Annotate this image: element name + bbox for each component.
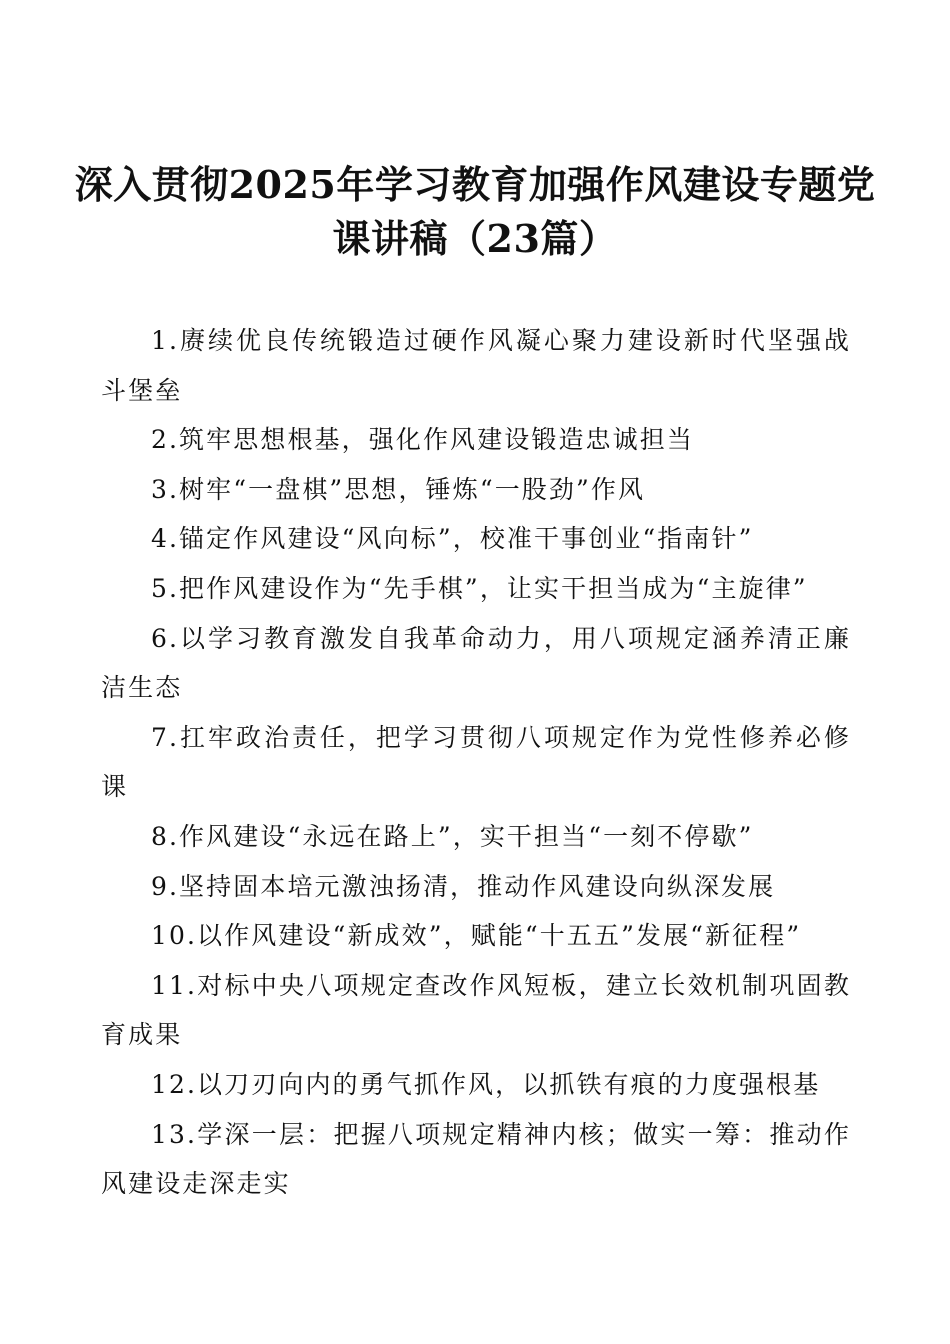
toc-item-11: 11.对标中央八项规定查改作风短板，建立长效机制巩固教育成果 <box>101 970 851 1050</box>
table-of-contents <box>101 316 851 1209</box>
toc-item-9: 9.坚持固本培元激浊扬清，推动作风建设向纵深发展 <box>151 871 776 901</box>
toc-item-4: 4.锚定作风建设“风向标”，校准干事创业“指南针” <box>151 524 754 554</box>
toc-item-13: 13.学深一层：把握八项规定精神内核；做实一筹：推动作风建设走深走实 <box>101 1119 851 1199</box>
toc-item-6: 6.以学习教育激发自我革命动力，用八项规定涵养清正廉洁生态 <box>101 623 851 703</box>
toc-item-7: 7.扛牢政治责任，把学习贯彻八项规定作为党性修养必修课 <box>101 722 851 802</box>
toc-item-1: 1.赓续优良传统锻造过硬作风凝心聚力建设新时代坚强战斗堡垒 <box>101 326 851 405</box>
document-title: 深入贯彻2025年学习教育加强作风建设专题党课讲稿（23篇） <box>74 162 876 261</box>
toc-item-5: 5.把作风建设作为“先手棋”，让实干担当成为“主旋律” <box>151 573 808 603</box>
toc-item-3: 3.树牢“一盘棋”思想，锤炼“一股劲”作风 <box>151 474 646 504</box>
toc-item-12: 12.以刀刃向内的勇气抓作风，以抓铁有痕的力度强根基 <box>151 1069 821 1099</box>
toc-item-10: 10.以作风建设“新成效”，赋能“十五五”发展“新征程” <box>151 921 802 951</box>
toc-item-2: 2.筑牢思想根基，强化作风建设锻造忠诚担当 <box>151 425 694 455</box>
toc-item-8: 8.作风建设“永远在路上”，实干担当“一刻不停歇” <box>151 821 754 851</box>
